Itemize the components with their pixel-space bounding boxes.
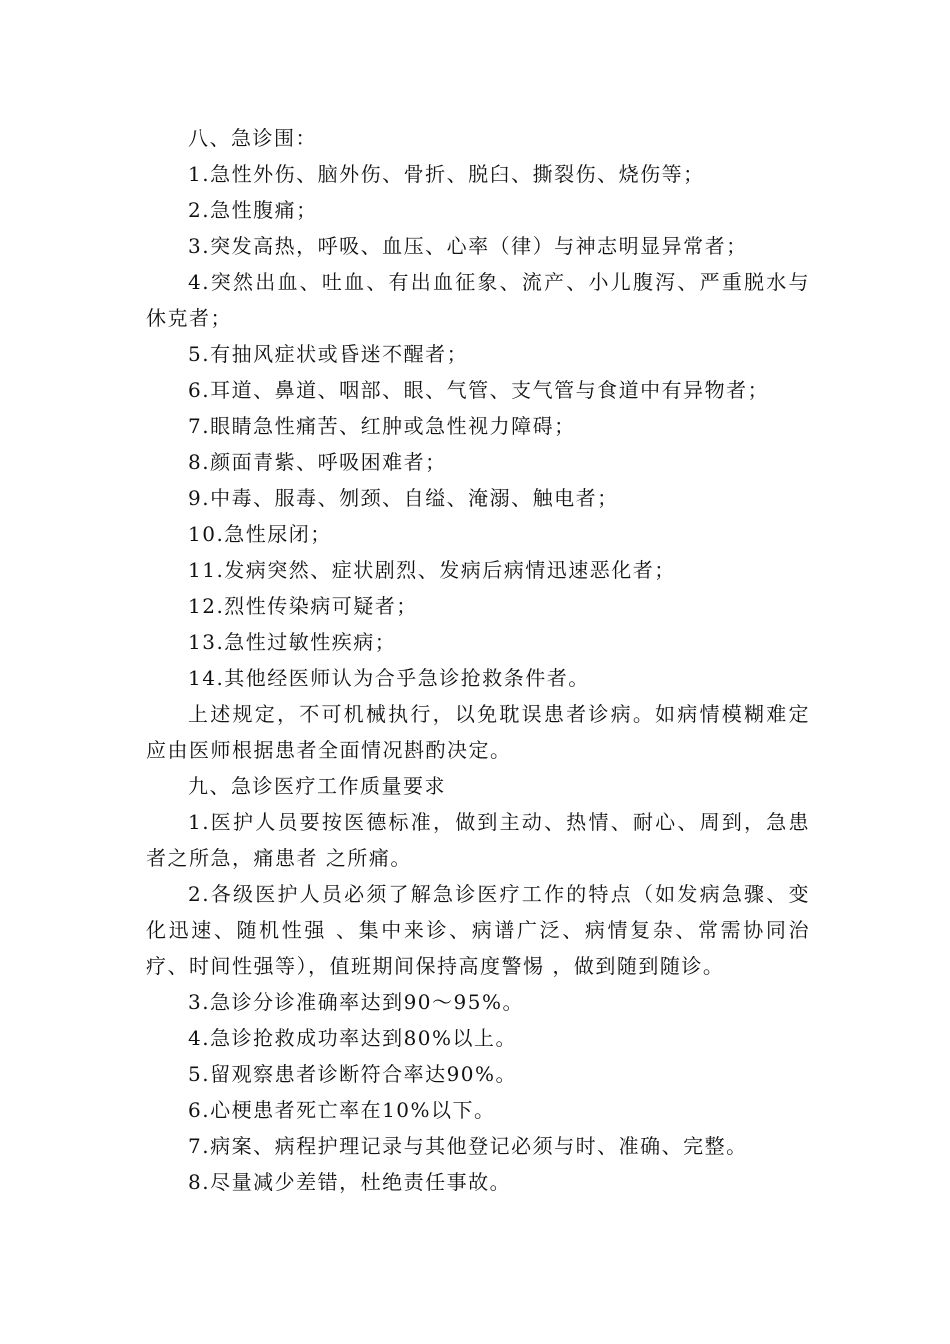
list-item: 14.其他经医师认为合乎急诊抢救条件者。 [188,666,590,690]
list-item: 2.各级医护人员必须了解急诊医疗工作的特点（如发病急骤、变化迅速、随机性强 、集中来诊、病谱广泛、病情复杂、常需协同治疗、时间性强等），值班期间保持高度警惕 ，做到随到随诊。 [146,882,810,978]
document-body [146,120,810,1200]
section-heading-quality-requirements: 九、急诊医疗工作质量要求 [188,774,446,798]
list-item: 2.急性腹痛； [188,198,318,222]
note-paragraph: 上述规定，不可机械执行，以免耽误患者诊病。如病情模糊难定应由医师根据患者全面情况斟酌决定。 [146,702,810,762]
list-item: 11.发病突然、症状剧烈、发病后病情迅速恶化者； [188,558,676,582]
list-item: 8.颜面青紫、呼吸困难者； [188,450,447,474]
list-item: 5.留观察患者诊断符合率达90%。 [188,1062,518,1086]
list-item: 10.急性尿闭； [188,522,332,546]
list-item: 7.病案、病程护理记录与其他登记必须与时、准确、完整。 [188,1134,748,1158]
section-heading-emergency-scope: 八、急诊围： [188,126,317,150]
list-item: 4.突然出血、吐血、有出血征象、流产、小儿腹泻、严重脱水与休克者； [146,270,810,330]
list-item: 6.心梗患者死亡率在10%以下。 [188,1098,496,1122]
list-item: 7.眼睛急性痛苦、红肿或急性视力障碍； [188,414,576,438]
list-item: 1.急性外伤、脑外伤、骨折、脱臼、撕裂伤、烧伤等； [188,162,705,186]
list-item: 12.烈性传染病可疑者； [188,594,418,618]
list-item: 13.急性过敏性疾病； [188,630,397,654]
list-item: 3.急诊分诊准确率达到90～95%。 [188,990,524,1014]
list-item: 3.突发高热，呼吸、血压、心率（律）与神志明显异常者； [188,234,748,258]
list-item: 8.尽量减少差错，杜绝责任事故。 [188,1170,512,1194]
list-item: 6.耳道、鼻道、咽部、眼、气管、支气管与食道中有异物者； [188,378,770,402]
list-item: 4.急诊抢救成功率达到80%以上。 [188,1026,518,1050]
list-item: 5.有抽风症状或昏迷不醒者； [188,342,469,366]
list-item: 1.医护人员要按医德标准，做到主动、热情、耐心、周到，急患者之所急，痛患者 之所痛。 [146,810,810,870]
list-item: 9.中毒、服毒、刎颈、自缢、淹溺、触电者； [188,486,619,510]
